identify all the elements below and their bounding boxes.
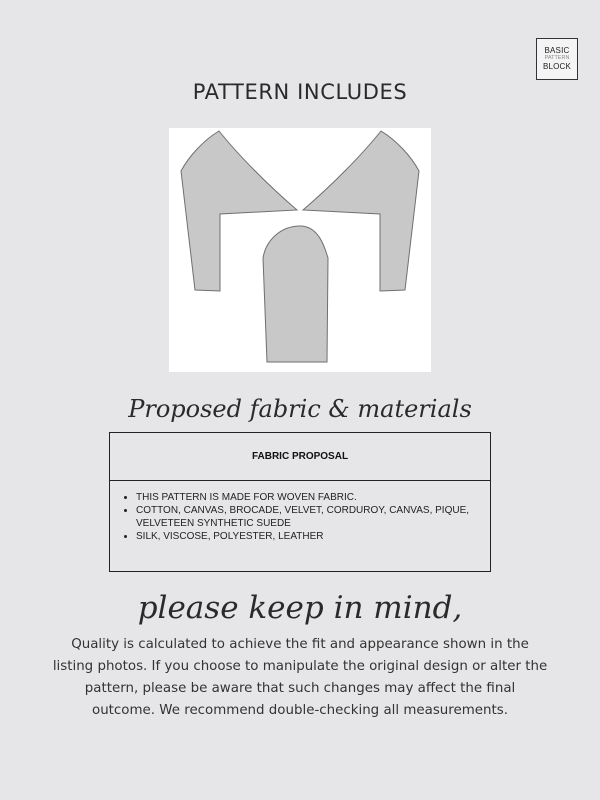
fabric-list-item: • SILK, VISCOSE, POLYESTER, LEATHER <box>136 530 476 543</box>
brand-logo <box>536 38 578 80</box>
logo-line-block: BLOCK <box>542 61 572 71</box>
pattern-pieces-image <box>169 128 431 372</box>
fabric-table-header: FABRIC PROPOSAL <box>110 433 490 481</box>
fabric-list-item: • COTTON, CANVAS, BROCADE, VELVET, CORDUROY, CANVAS, PIQUE, VELVETEEN SYNTHETIC SUEDE <box>136 504 476 530</box>
fabric-list <box>110 481 490 543</box>
page-title: PATTERN INCLUDES <box>192 80 408 104</box>
notice-heading: please keep in mind, <box>137 590 463 626</box>
fabric-heading: Proposed fabric & materials <box>128 395 472 423</box>
logo-line-pattern: PATTERN <box>544 55 570 62</box>
center-sleeve-piece <box>263 226 328 362</box>
logo-line-basic: BASIC <box>544 46 570 56</box>
fabric-proposal-table <box>109 432 491 572</box>
fabric-list-item: • THIS PATTERN IS MADE FOR WOVEN FABRIC. <box>136 491 476 504</box>
notice-body: Quality is calculated to achieve the fit and appearance shown in the listing photos. If you choose to manipulate the original design or alter the pattern, please be aware that such changes may affect the final outcome. We recommend double-checking all measurements. <box>52 637 548 718</box>
